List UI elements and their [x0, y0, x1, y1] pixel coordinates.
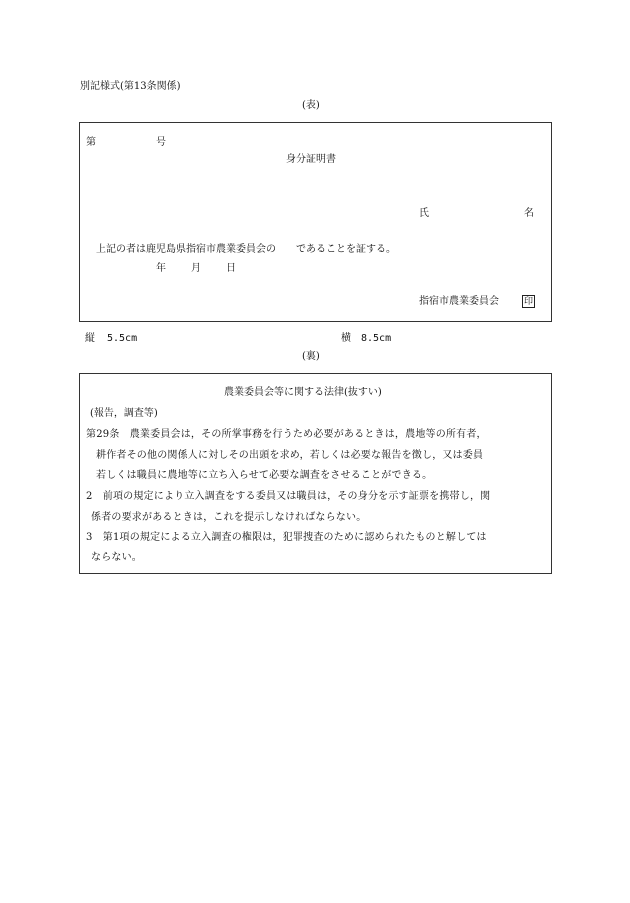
width-label: 横: [341, 333, 351, 344]
height-value: 5.5cm: [107, 333, 138, 344]
number-suffix: 号: [156, 137, 166, 148]
article-29-line-1: 第29条 農業委員会は，その所掌事務を行うため必要があるときは，農地等の所有者，: [86, 429, 487, 440]
back-card: [79, 373, 552, 574]
paragraph-2-line-2: 係者の要求があるときは，これを提示しなければならない。: [91, 512, 367, 523]
front-heading: (表): [302, 100, 320, 111]
seal-mark: 印: [523, 297, 533, 307]
certificate-title: 身分証明書: [286, 154, 336, 165]
article-29-line-2: 耕作者その他の関係人に対しその出頭を求め，若しくは必要な報告を徴し，又は委員: [96, 450, 484, 461]
paragraph-3-line-2: ならない。: [91, 552, 142, 563]
paragraph-3-line-1: 3 第1項の規定による立入調査の権限は，犯罪捜査のために認められたものと解しては: [86, 532, 487, 543]
name-label-2: 名: [524, 208, 534, 219]
date-month: 月: [191, 263, 201, 274]
certify-text: 上記の者は鹿児島県指宿市農業委員会の であることを証する。: [96, 244, 396, 255]
front-card: [79, 122, 552, 322]
date-year: 年: [156, 263, 166, 274]
law-title: 農業委員会等に関する法律(抜すい): [224, 387, 382, 398]
form-label: 別記様式(第13条関係): [80, 81, 181, 92]
name-label-1: 氏: [419, 208, 429, 219]
back-heading: (裏): [302, 351, 320, 362]
width-value: 8.5cm: [361, 333, 392, 344]
article-29-line-3: 若しくは職員に農地等に立ち入らせて必要な調査をさせることができる。: [96, 470, 433, 481]
height-label: 縦: [85, 333, 95, 344]
number-prefix: 第: [86, 137, 96, 148]
date-day: 日: [226, 263, 236, 274]
paragraph-2-line-1: 2 前項の規定により立入調査をする委員又は職員は，その身分を示す証票を携帯し，関: [86, 491, 491, 502]
section-caption: (報告，調査等): [90, 408, 158, 419]
issuer-name: 指宿市農業委員会: [419, 296, 499, 307]
